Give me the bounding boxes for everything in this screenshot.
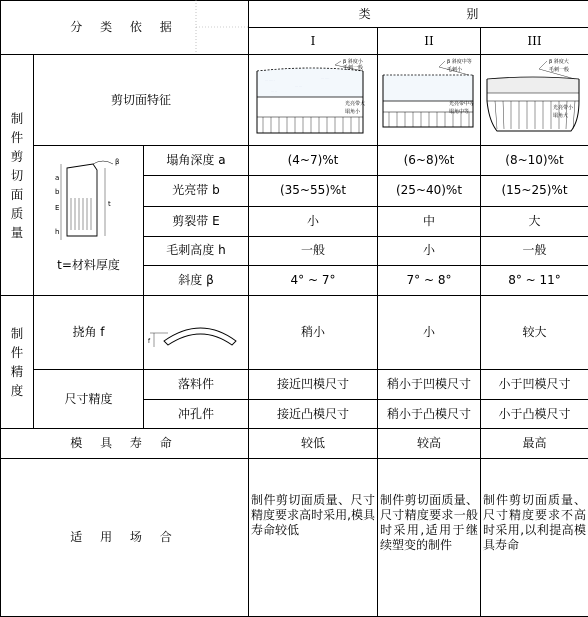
svg-text:β 斜度小: β 斜度小 <box>343 59 363 66</box>
basis-header-cell <box>1 1 249 55</box>
svg-text:塌角中等: 塌角中等 <box>449 109 470 116</box>
cut-surface-figure-3 <box>483 57 587 143</box>
svg-text:塌角大: 塌角大 <box>552 113 568 120</box>
svg-text:β 斜度大: β 斜度大 <box>548 59 569 66</box>
cut-surface-diagram-class-1 <box>249 55 378 146</box>
basis-header: 分 类 依 据 <box>70 20 179 35</box>
size-precision-label: 尺寸精度 <box>34 370 144 429</box>
blanking-class-2: 稍小于凹模尺寸 <box>378 370 481 400</box>
punching-class-1: 接近凸模尺寸 <box>249 400 378 429</box>
svg-text:b: b <box>54 188 59 197</box>
punching-class-3: 小于凸模尺寸 <box>481 400 588 429</box>
application-class-1: 制件剪切面质量、尺寸精度要求高时采用,模具寿命较低 <box>249 459 378 617</box>
svg-text:毛刺一般: 毛刺一般 <box>548 67 569 74</box>
warp-diagram <box>146 313 246 353</box>
svg-text:· · · · ·: · · · · · <box>271 91 277 94</box>
svg-text:毛刺小: 毛刺小 <box>447 67 463 74</box>
rollover-class-3: (8~10)%t <box>481 146 588 175</box>
svg-text:f: f <box>148 337 151 345</box>
svg-text:光亮带大: 光亮带大 <box>345 101 366 108</box>
fracture-class-1: 小 <box>249 206 378 236</box>
warp-class-3: 较大 <box>481 295 588 369</box>
burnish-class-3: (15~25)%t <box>481 175 588 206</box>
cut-surface-diagram-class-3 <box>481 55 588 146</box>
part-quality-vertical-text: 制 件 剪 切 面 质 量 <box>10 110 24 240</box>
burr-class-3: 一般 <box>481 236 588 265</box>
rollover-class-1: (4~7)%t <box>249 146 378 175</box>
burr-class-1: 一般 <box>249 236 378 265</box>
svg-text:β 斜度中等: β 斜度中等 <box>447 59 472 66</box>
slope-class-2: 7° ~ 8° <box>378 265 481 295</box>
punching-class-2: 稍小于凸模尺寸 <box>378 400 481 429</box>
row-label-burr-height: 毛刺高度 h <box>144 236 249 265</box>
warp-class-1: 稍小 <box>249 295 378 369</box>
svg-text:· · · · · · ·: · · · · · · · <box>321 78 330 81</box>
svg-text:t: t <box>107 200 111 209</box>
cut-surface-label: 剪切面特征 <box>34 55 249 146</box>
svg-text:h: h <box>54 228 59 237</box>
category-header-cell <box>249 1 588 28</box>
cut-surface-figure-2 <box>379 57 479 143</box>
row-label-fracture-band: 剪裂带 E <box>144 206 249 236</box>
thickness-note: t=材料厚度 <box>57 258 120 273</box>
class-1-header: I <box>249 28 378 55</box>
svg-text:· · · · · · · ·: · · · · · · · · <box>265 80 275 83</box>
warp-class-2: 小 <box>378 295 481 369</box>
edge-zones-diagram-cell <box>34 146 144 295</box>
category-header: 类 别 <box>358 6 525 21</box>
burr-class-2: 小 <box>378 236 481 265</box>
svg-text:E: E <box>54 204 59 213</box>
cut-surface-figure-1 <box>251 57 375 143</box>
blanking-class-3: 小于凹模尺寸 <box>481 370 588 400</box>
row-label-rollover-depth: 塌角深度 a <box>144 146 249 175</box>
application-label: 适 用 场 合 <box>1 459 249 617</box>
blanking-class-1: 接近凹模尺寸 <box>249 370 378 400</box>
burnish-class-1: (35~55)%t <box>249 175 378 206</box>
row-label-burnish-band: 光亮带 b <box>144 175 249 206</box>
burnish-class-2: (25~40)%t <box>378 175 481 206</box>
slope-class-3: 8° ~ 11° <box>481 265 588 295</box>
die-life-class-3: 最高 <box>481 429 588 459</box>
application-class-2: 制件剪切面质量、尺寸精度要求一般时采用,适用于继续塑变的制件 <box>378 459 481 617</box>
svg-text:· · · · · ·: · · · · · · <box>295 86 302 89</box>
warp-diagram-cell <box>144 295 249 369</box>
svg-text:毛刺一般: 毛刺一般 <box>343 65 364 72</box>
cut-surface-diagram-class-2 <box>378 55 481 146</box>
fracture-class-2: 中 <box>378 206 481 236</box>
class-2-header: II <box>378 28 481 55</box>
class-3-header: III <box>481 28 588 55</box>
precision-vertical-text: 制 件 精 度 <box>10 326 24 399</box>
svg-text:光亮带中等: 光亮带中等 <box>449 101 475 108</box>
die-life-class-1: 较低 <box>249 429 378 459</box>
svg-text:塌角小: 塌角小 <box>345 109 361 116</box>
precision-group-label <box>1 295 34 428</box>
die-life-class-2: 较高 <box>378 429 481 459</box>
svg-text:光亮带小: 光亮带小 <box>552 105 573 112</box>
svg-text:β: β <box>114 158 119 167</box>
fracture-class-3: 大 <box>481 206 588 236</box>
edge-zones-diagram <box>35 150 143 268</box>
svg-text:a: a <box>54 174 59 183</box>
row-label-slope: 斜度 β <box>144 265 249 295</box>
slope-class-1: 4° ~ 7° <box>249 265 378 295</box>
part-quality-group-label <box>1 55 34 296</box>
blanking-part-label: 落料件 <box>144 370 249 400</box>
punching-part-label: 冲孔件 <box>144 400 249 429</box>
warp-label: 挠角 f <box>34 295 144 369</box>
rollover-class-2: (6~8)%t <box>378 146 481 175</box>
application-class-3: 制件剪切面质量、尺寸精度要求不高时采用,以利提高模具寿命 <box>481 459 588 617</box>
die-life-label: 模 具 寿 命 <box>1 429 249 459</box>
